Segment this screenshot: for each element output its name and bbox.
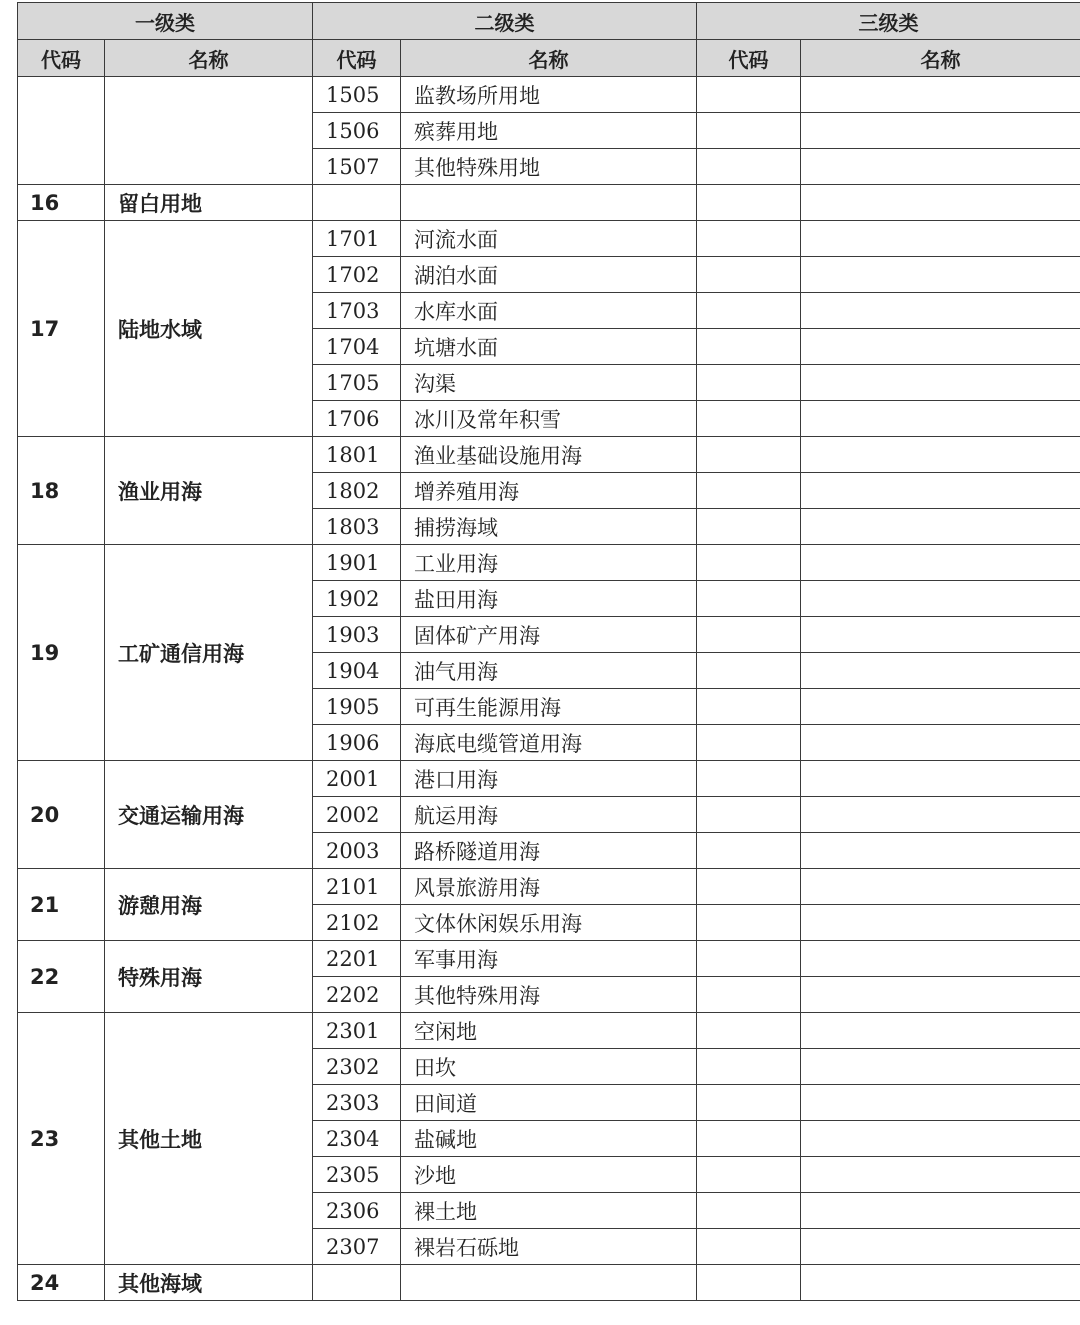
header-level3: 三级类 — [697, 3, 1080, 40]
level2-name-cell: 裸岩石砾地 — [401, 1229, 697, 1265]
level1-name-cell — [105, 77, 313, 185]
level3-name-cell — [801, 1013, 1080, 1049]
level3-name-cell — [801, 869, 1080, 905]
level3-name-cell — [801, 329, 1080, 365]
level2-name-cell: 盐碱地 — [401, 1121, 697, 1157]
level2-name-cell: 路桥隧道用海 — [401, 833, 697, 869]
level1-code-cell — [18, 77, 105, 185]
header-level2-code: 代码 — [313, 40, 401, 77]
level2-name-cell: 风景旅游用海 — [401, 869, 697, 905]
level3-code-cell — [697, 113, 801, 149]
level3-code-cell — [697, 977, 801, 1013]
level3-code-cell — [697, 761, 801, 797]
level3-name-cell — [801, 653, 1080, 689]
level3-name-cell — [801, 437, 1080, 473]
level3-name-cell — [801, 1229, 1080, 1265]
level3-name-cell — [801, 1085, 1080, 1121]
level1-name-cell: 游憩用海 — [105, 869, 313, 941]
header-level2-name: 名称 — [401, 40, 697, 77]
table-row — [18, 77, 1080, 113]
level3-name-cell — [801, 257, 1080, 293]
level3-name-cell — [801, 509, 1080, 545]
level2-code-cell: 2102 — [313, 905, 401, 941]
level2-name-cell: 湖泊水面 — [401, 257, 697, 293]
level2-name-cell: 可再生能源用海 — [401, 689, 697, 725]
table-row — [18, 941, 1080, 977]
level3-name-cell — [801, 725, 1080, 761]
level3-code-cell — [697, 257, 801, 293]
level1-name-cell: 留白用地 — [105, 185, 313, 221]
level3-code-cell — [697, 797, 801, 833]
level2-code-cell: 2001 — [313, 761, 401, 797]
table-row — [18, 221, 1080, 257]
level3-code-cell — [697, 1049, 801, 1085]
level2-name-cell: 其他特殊用地 — [401, 149, 697, 185]
level2-code-cell: 1704 — [313, 329, 401, 365]
level2-name-cell: 坑塘水面 — [401, 329, 697, 365]
level3-name-cell — [801, 905, 1080, 941]
level2-code-cell — [313, 185, 401, 221]
level2-name-cell: 海底电缆管道用海 — [401, 725, 697, 761]
level2-name-cell — [401, 185, 697, 221]
level2-name-cell: 渔业基础设施用海 — [401, 437, 697, 473]
level2-code-cell: 2306 — [313, 1193, 401, 1229]
level3-code-cell — [697, 545, 801, 581]
level1-code-cell: 21 — [18, 869, 105, 941]
level2-code-cell: 1701 — [313, 221, 401, 257]
level2-name-cell: 固体矿产用海 — [401, 617, 697, 653]
header-level1: 一级类 — [18, 3, 313, 40]
level3-code-cell — [697, 437, 801, 473]
level1-name-cell: 其他海域 — [105, 1265, 313, 1301]
level3-name-cell — [801, 185, 1080, 221]
level1-name-cell: 渔业用海 — [105, 437, 313, 545]
level1-code-cell: 22 — [18, 941, 105, 1013]
level3-name-cell — [801, 545, 1080, 581]
level3-name-cell — [801, 365, 1080, 401]
header-level3-code: 代码 — [697, 40, 801, 77]
table-row — [18, 437, 1080, 473]
level2-name-cell: 油气用海 — [401, 653, 697, 689]
level2-code-cell: 2101 — [313, 869, 401, 905]
level3-code-cell — [697, 293, 801, 329]
header-row-levels — [18, 3, 1080, 40]
level3-code-cell — [697, 1193, 801, 1229]
level3-name-cell — [801, 149, 1080, 185]
level2-code-cell: 2305 — [313, 1157, 401, 1193]
level2-name-cell: 航运用海 — [401, 797, 697, 833]
level1-name-cell: 工矿通信用海 — [105, 545, 313, 761]
level2-name-cell: 沙地 — [401, 1157, 697, 1193]
header-level3-name: 名称 — [801, 40, 1080, 77]
level1-code-cell: 17 — [18, 221, 105, 437]
level2-code-cell: 1904 — [313, 653, 401, 689]
level3-code-cell — [697, 941, 801, 977]
level1-name-cell: 陆地水域 — [105, 221, 313, 437]
header-level2: 二级类 — [313, 3, 697, 40]
level2-code-cell: 2301 — [313, 1013, 401, 1049]
level3-name-cell — [801, 293, 1080, 329]
level3-name-cell — [801, 941, 1080, 977]
level3-name-cell — [801, 113, 1080, 149]
level2-code-cell: 1706 — [313, 401, 401, 437]
level1-code-cell: 23 — [18, 1013, 105, 1265]
table-body — [18, 77, 1080, 1301]
level2-name-cell: 田坎 — [401, 1049, 697, 1085]
level2-name-cell: 监教场所用地 — [401, 77, 697, 113]
level2-code-cell: 2303 — [313, 1085, 401, 1121]
level1-code-cell: 18 — [18, 437, 105, 545]
table-row — [18, 1013, 1080, 1049]
level2-code-cell: 1905 — [313, 689, 401, 725]
level3-code-cell — [697, 185, 801, 221]
level3-name-cell — [801, 1049, 1080, 1085]
level3-code-cell — [697, 581, 801, 617]
table-row — [18, 1265, 1080, 1301]
level2-name-cell: 捕捞海域 — [401, 509, 697, 545]
land-classification-table — [17, 2, 1080, 1301]
level2-code-cell: 2003 — [313, 833, 401, 869]
level2-name-cell: 裸土地 — [401, 1193, 697, 1229]
level3-name-cell — [801, 1193, 1080, 1229]
level2-name-cell: 沟渠 — [401, 365, 697, 401]
level3-name-cell — [801, 977, 1080, 1013]
table-row — [18, 761, 1080, 797]
level3-name-cell — [801, 761, 1080, 797]
header-level1-name: 名称 — [105, 40, 313, 77]
table-row — [18, 545, 1080, 581]
level2-name-cell: 河流水面 — [401, 221, 697, 257]
level3-code-cell — [697, 653, 801, 689]
level2-code-cell: 2002 — [313, 797, 401, 833]
level2-name-cell: 港口用海 — [401, 761, 697, 797]
level3-code-cell — [697, 905, 801, 941]
level3-code-cell — [697, 1265, 801, 1301]
level3-name-cell — [801, 833, 1080, 869]
table-row — [18, 185, 1080, 221]
level3-code-cell — [697, 1121, 801, 1157]
level2-code-cell: 1703 — [313, 293, 401, 329]
level1-code-cell: 24 — [18, 1265, 105, 1301]
level2-code-cell: 1702 — [313, 257, 401, 293]
level2-code-cell: 1505 — [313, 77, 401, 113]
level3-name-cell — [801, 1265, 1080, 1301]
level2-code-cell: 1901 — [313, 545, 401, 581]
level3-code-cell — [697, 365, 801, 401]
level2-code-cell: 2202 — [313, 977, 401, 1013]
level3-name-cell — [801, 581, 1080, 617]
level2-code-cell: 1902 — [313, 581, 401, 617]
level1-code-cell: 19 — [18, 545, 105, 761]
level2-name-cell: 水库水面 — [401, 293, 697, 329]
level3-code-cell — [697, 869, 801, 905]
level1-code-cell: 20 — [18, 761, 105, 869]
level2-code-cell: 2302 — [313, 1049, 401, 1085]
level2-name-cell: 空闲地 — [401, 1013, 697, 1049]
level2-code-cell: 2304 — [313, 1121, 401, 1157]
level2-name-cell: 文体休闲娱乐用海 — [401, 905, 697, 941]
level1-code-cell: 16 — [18, 185, 105, 221]
level2-name-cell: 其他特殊用海 — [401, 977, 697, 1013]
level2-name-cell: 军事用海 — [401, 941, 697, 977]
level3-code-cell — [697, 149, 801, 185]
level3-code-cell — [697, 1013, 801, 1049]
level3-name-cell — [801, 1121, 1080, 1157]
level3-name-cell — [801, 797, 1080, 833]
level2-code-cell: 1906 — [313, 725, 401, 761]
level2-code-cell — [313, 1265, 401, 1301]
level2-code-cell: 1903 — [313, 617, 401, 653]
level3-name-cell — [801, 1157, 1080, 1193]
level2-name-cell: 冰川及常年积雪 — [401, 401, 697, 437]
table-row — [18, 869, 1080, 905]
level2-name-cell: 工业用海 — [401, 545, 697, 581]
level3-code-cell — [697, 77, 801, 113]
header-level1-code: 代码 — [18, 40, 105, 77]
header-row-fields — [18, 40, 1080, 77]
level3-code-cell — [697, 473, 801, 509]
level3-code-cell — [697, 617, 801, 653]
level1-name-cell: 交通运输用海 — [105, 761, 313, 869]
level3-code-cell — [697, 833, 801, 869]
level3-code-cell — [697, 725, 801, 761]
level3-code-cell — [697, 689, 801, 725]
level1-name-cell: 特殊用海 — [105, 941, 313, 1013]
level3-code-cell — [697, 509, 801, 545]
level2-name-cell: 殡葬用地 — [401, 113, 697, 149]
level2-name-cell: 增养殖用海 — [401, 473, 697, 509]
level2-code-cell: 1801 — [313, 437, 401, 473]
level3-code-cell — [697, 401, 801, 437]
level3-code-cell — [697, 1229, 801, 1265]
level2-code-cell: 2201 — [313, 941, 401, 977]
level3-name-cell — [801, 617, 1080, 653]
level3-code-cell — [697, 1157, 801, 1193]
level3-name-cell — [801, 401, 1080, 437]
level2-name-cell: 田间道 — [401, 1085, 697, 1121]
level3-code-cell — [697, 329, 801, 365]
level1-name-cell: 其他土地 — [105, 1013, 313, 1265]
level3-code-cell — [697, 221, 801, 257]
level3-name-cell — [801, 689, 1080, 725]
level3-name-cell — [801, 221, 1080, 257]
level3-name-cell — [801, 473, 1080, 509]
level2-name-cell — [401, 1265, 697, 1301]
level2-code-cell: 1803 — [313, 509, 401, 545]
level2-name-cell: 盐田用海 — [401, 581, 697, 617]
level2-code-cell: 1506 — [313, 113, 401, 149]
level3-code-cell — [697, 1085, 801, 1121]
level2-code-cell: 1802 — [313, 473, 401, 509]
level2-code-cell: 1507 — [313, 149, 401, 185]
level3-name-cell — [801, 77, 1080, 113]
level2-code-cell: 2307 — [313, 1229, 401, 1265]
level2-code-cell: 1705 — [313, 365, 401, 401]
